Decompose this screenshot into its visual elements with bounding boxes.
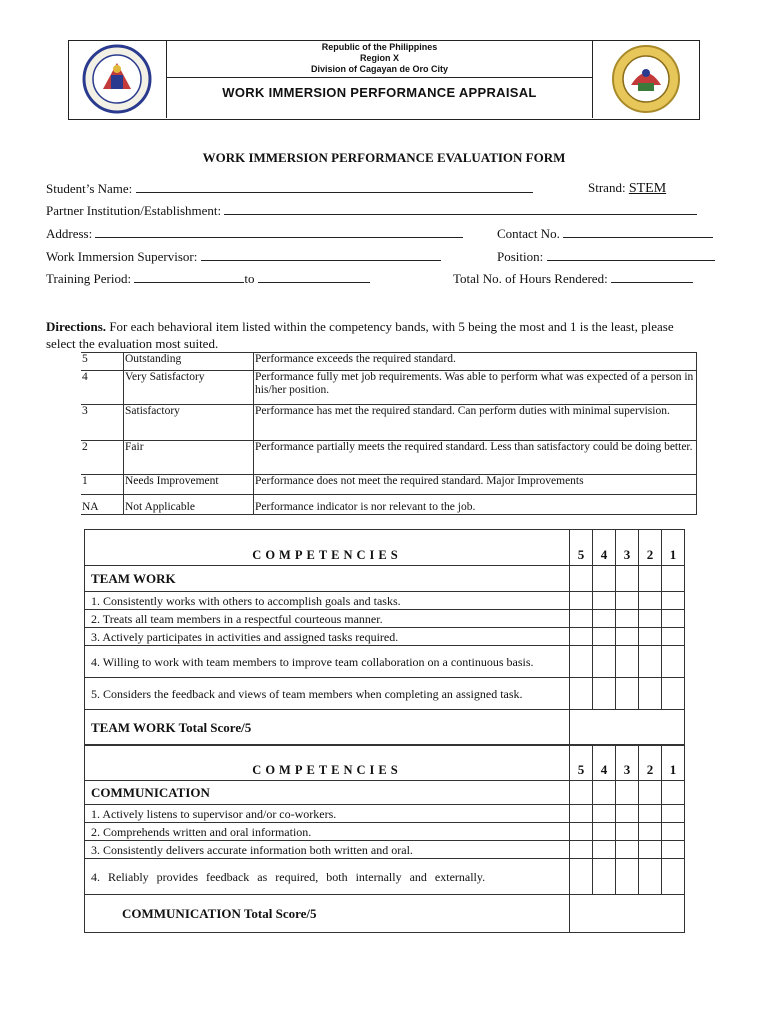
scale-score: 3 [81,405,124,441]
scale-description: Performance indicator is nor relevant to the job. [254,495,697,515]
rating-header-3: 3 [616,530,639,566]
rating-cell-3[interactable] [616,610,639,628]
directions-label: Directions. [46,319,107,334]
competency-row [85,805,685,823]
rating-cell [593,566,616,592]
deped-seal-box [69,41,167,118]
scale-score: 4 [81,371,124,405]
rating-cell-2[interactable] [639,841,662,859]
address-line[interactable] [95,225,463,238]
competency-item: 1. Actively listens to supervisor and/or co-workers. [85,805,570,823]
competency-item: 1. Consistently works with others to accomplish goals and tasks. [85,592,570,610]
scale-rating: Satisfactory [124,405,254,441]
rating-scale-table [81,352,697,515]
rating-header-4: 4 [593,530,616,566]
rating-cell [570,566,593,592]
strand-field [588,180,666,197]
rating-cell-1[interactable] [662,823,685,841]
competency-item: 3. Consistently delivers accurate information both written and oral. [85,841,570,859]
rating-cell-4[interactable] [593,628,616,646]
rating-cell-5[interactable] [570,841,593,859]
rating-cell-2[interactable] [639,628,662,646]
rating-cell-4[interactable] [593,646,616,678]
competencies-header-row [85,745,685,781]
rating-header-2: 2 [639,530,662,566]
rating-cell-3[interactable] [616,841,639,859]
rating-cell-4[interactable] [593,805,616,823]
rating-cell-3[interactable] [616,628,639,646]
rating-cell-4[interactable] [593,610,616,628]
scale-row [81,353,697,371]
section-title-row [85,781,685,805]
teamwork-total-cell[interactable] [570,710,685,746]
rating-header-3: 3 [616,745,639,781]
total-row [85,895,685,933]
scale-description: Performance does not meet the required standard. Major Improvements [254,475,697,495]
rating-cell-3[interactable] [616,805,639,823]
rating-cell [616,781,639,805]
rating-cell-1[interactable] [662,592,685,610]
hours-field[interactable] [453,270,693,287]
student-name-line[interactable] [136,180,533,193]
supervisor-field[interactable] [46,248,441,265]
contact-label: Contact No. [497,226,560,241]
training-to-line[interactable] [258,270,370,283]
rating-header-2: 2 [639,745,662,781]
rating-cell [593,781,616,805]
hours-label: Total No. of Hours Rendered: [453,271,608,286]
rating-cell-1[interactable] [662,805,685,823]
competency-item: 5. Considers the feedback and views of team members when completing an assigned task. [85,678,570,710]
partner-field[interactable] [46,202,697,219]
competency-row [85,841,685,859]
rating-cell-3[interactable] [616,823,639,841]
header-center [166,41,593,118]
rating-cell-1[interactable] [662,646,685,678]
contact-line[interactable] [563,225,713,238]
directions-text: For each behavioral item listed within the competency bands, with 5 being the most and 1 is the least, please select the evaluation most suited. [46,319,674,351]
contact-field[interactable] [497,225,713,242]
scale-score: 1 [81,475,124,495]
strand-value: STEM [628,181,667,196]
scale-description: Performance exceeds the required standard. [254,353,697,371]
competency-row [85,610,685,628]
rating-cell-3[interactable] [616,646,639,678]
teamwork-table [84,529,685,746]
rating-cell-5[interactable] [570,592,593,610]
division-seal-box [592,41,699,118]
rating-cell-4[interactable] [593,592,616,610]
header-line2: Region X [359,53,399,63]
rating-cell-4[interactable] [593,823,616,841]
rating-header-4: 4 [593,745,616,781]
rating-cell-5[interactable] [570,628,593,646]
section-title-row [85,566,685,592]
scale-rating: Fair [124,441,254,475]
competency-item: 4. Willing to work with team members to improve team collaboration on a continuous basis. [85,646,570,678]
header-line3: Division of Cagayan de Oro City [310,64,449,74]
rating-cell [570,781,593,805]
address-label: Address: [46,226,93,241]
competency-row [85,592,685,610]
rating-cell [662,781,685,805]
rating-cell [639,566,662,592]
rating-header-5: 5 [570,745,593,781]
competency-item: 2. Comprehends written and oral information. [85,823,570,841]
competencies-heading: COMPETENCIES [85,530,570,566]
rating-cell-1[interactable] [662,628,685,646]
scale-description: Performance has met the required standard. Can perform duties with minimal supervision. [254,405,697,441]
rating-header-1: 1 [662,530,685,566]
scale-rating: Very Satisfactory [124,371,254,405]
rating-cell-5[interactable] [570,823,593,841]
scale-row [81,495,697,515]
scale-rating: Not Applicable [124,495,254,515]
supervisor-label: Work Immersion Supervisor: [46,249,198,264]
competency-item: 3. Actively participates in activities and assigned tasks required. [85,628,570,646]
communication-total-label: COMMUNICATION Total Score/5 [85,895,570,933]
student-name-label: Student’s Name: [46,181,133,196]
rating-cell-2[interactable] [639,823,662,841]
rating-cell-4[interactable] [593,678,616,710]
scale-description: Performance fully met job requirements. Was able to perform what was expected of a person in his/her position. [254,371,697,405]
scale-row [81,441,697,475]
rating-cell-2[interactable] [639,592,662,610]
division-seal-icon [593,41,699,118]
header-line1: Republic of the Philippines [321,42,438,52]
communication-title: COMMUNICATION [85,781,570,805]
rating-cell-3[interactable] [616,592,639,610]
form-title: WORK IMMERSION PERFORMANCE EVALUATION FORM [202,150,566,165]
scale-rating: Outstanding [124,353,254,371]
header-divider [166,77,593,78]
total-row [85,710,685,746]
training-from-line[interactable] [134,270,244,283]
training-to-label: to [244,271,255,286]
scale-score: NA [81,495,124,515]
rating-cell-1[interactable] [662,859,685,895]
competency-row [85,823,685,841]
student-name-field[interactable] [46,180,533,197]
rating-cell-3[interactable] [616,859,639,895]
rating-cell [662,566,685,592]
hours-line[interactable] [611,270,693,283]
competencies-heading: COMPETENCIES [85,745,570,781]
rating-cell-4[interactable] [593,859,616,895]
competency-item: 2. Treats all team members in a respectful courteous manner. [85,610,570,628]
partner-label: Partner Institution/Establishment: [46,203,222,218]
communication-total-cell[interactable] [570,895,685,933]
position-label: Position: [497,249,544,264]
rating-cell-4[interactable] [593,841,616,859]
form-header [68,40,700,120]
rating-cell [639,781,662,805]
position-field[interactable] [497,248,715,265]
deped-seal-icon [69,41,166,118]
scale-score: 2 [81,441,124,475]
training-label: Training Period: [46,271,132,286]
position-line[interactable] [547,248,715,261]
teamwork-title: TEAM WORK [85,566,570,592]
supervisor-line[interactable] [201,248,441,261]
teamwork-total-label: TEAM WORK Total Score/5 [85,710,570,746]
scale-rating: Needs Improvement [124,475,254,495]
rating-cell-5[interactable] [570,859,593,895]
scale-score: 5 [81,353,124,371]
rating-cell-2[interactable] [639,646,662,678]
competency-row [85,859,685,895]
competency-row [85,628,685,646]
communication-table [84,744,685,933]
strand-label: Strand: [588,180,626,195]
partner-line[interactable] [224,202,697,215]
competency-row [85,678,685,710]
competency-row [85,646,685,678]
rating-cell-2[interactable] [639,859,662,895]
rating-cell-1[interactable] [662,841,685,859]
competency-item: 4. Reliably provides feedback as required, both internally and externally. [85,859,570,895]
rating-header-1: 1 [662,745,685,781]
rating-cell-5[interactable] [570,805,593,823]
competencies-header-row [85,530,685,566]
rating-cell-3[interactable] [616,678,639,710]
header-title: WORK IMMERSION PERFORMANCE APPRAISAL [222,85,537,100]
rating-cell-2[interactable] [639,610,662,628]
scale-row [81,405,697,441]
scale-row [81,371,697,405]
address-field[interactable] [46,225,463,242]
rating-cell-5[interactable] [570,610,593,628]
rating-cell-1[interactable] [662,610,685,628]
rating-cell-5[interactable] [570,646,593,678]
rating-cell-1[interactable] [662,678,685,710]
rating-header-5: 5 [570,530,593,566]
training-period-field[interactable] [46,270,370,287]
scale-row [81,475,697,495]
rating-cell-2[interactable] [639,678,662,710]
rating-cell-2[interactable] [639,805,662,823]
rating-cell [616,566,639,592]
directions [46,318,696,352]
rating-cell-5[interactable] [570,678,593,710]
scale-description: Performance partially meets the required standard. Less than satisfactory could be doing better. [254,441,697,475]
